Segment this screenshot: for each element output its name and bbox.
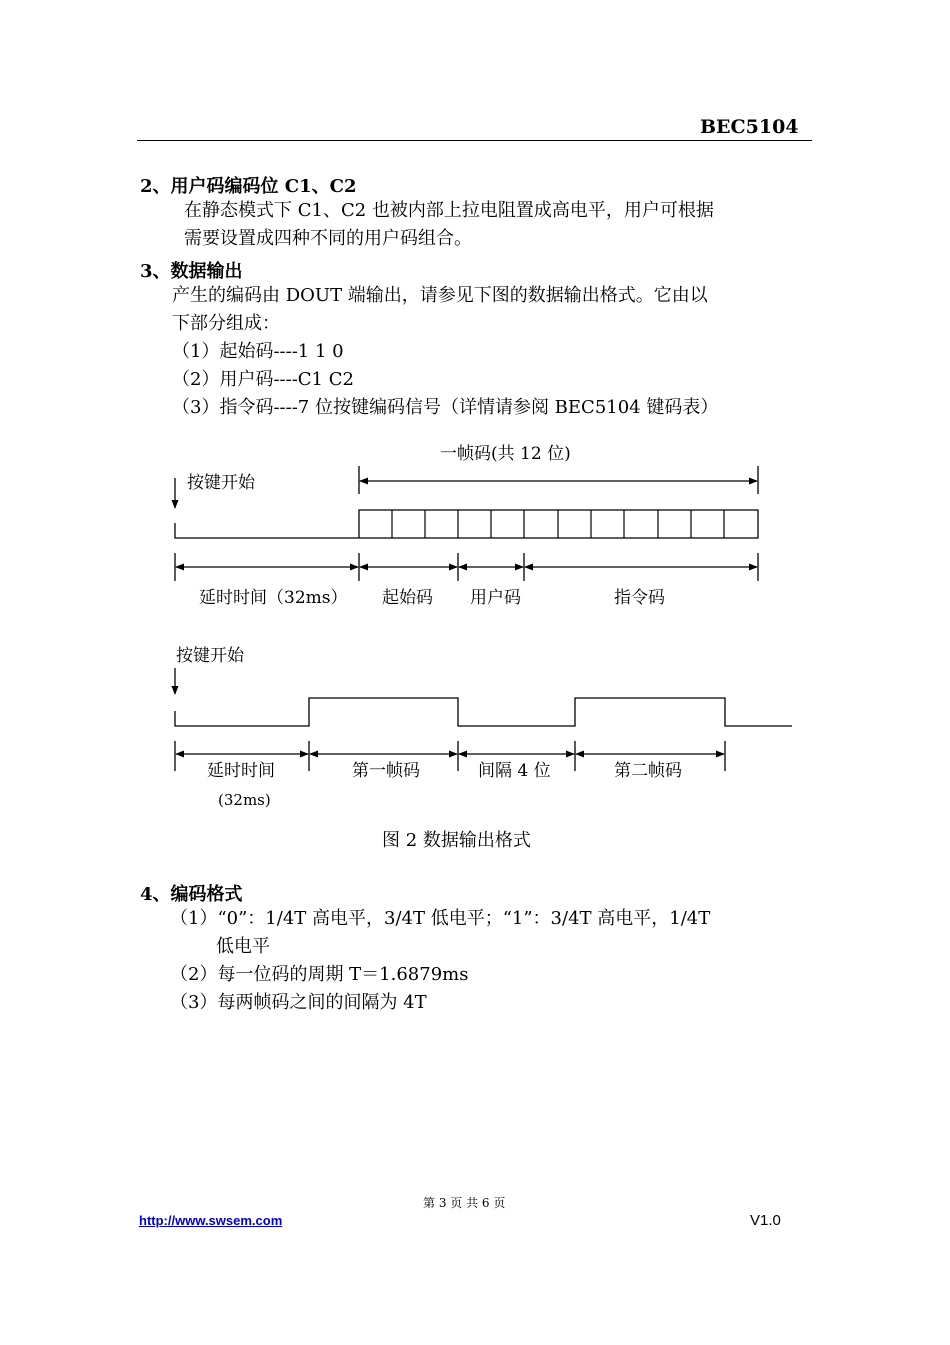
bit-cells: [392, 510, 724, 538]
second-frame-label: 第二帧码: [614, 761, 682, 781]
section2-heading: 2、用户码编码位 C1、C2: [140, 176, 357, 197]
section3-heading: 3、数据输出: [140, 261, 243, 282]
website-link[interactable]: http://www.swsem.com: [139, 1213, 283, 1228]
section4-item-1-cont: 低电平: [216, 936, 270, 957]
frame-label: 一帧码(共 12 位): [440, 444, 571, 464]
section3-item-3: （3）指令码----7 位按键编码信号（详情请参阅 BEC5104 键码表）: [172, 397, 719, 418]
page-number: 第 3 页 共 6 页: [423, 1196, 506, 1210]
first-frame-label: 第一帧码: [352, 761, 420, 781]
delay-label-2: 延时时间: [207, 761, 275, 781]
section3-item-1: （1）起始码----1 1 0: [172, 341, 344, 362]
interval-label: 间隔 4 位: [478, 761, 551, 781]
section4-item-1: （1）“0”：1/4T 高电平，3/4T 低电平；“1”：3/4T 高电平，1/4T: [170, 908, 711, 929]
version-label: V1.0: [750, 1212, 781, 1229]
signal-waveform-2: [175, 698, 792, 726]
user-code-label: 用户码: [470, 588, 521, 608]
document-header-title: BEC5104: [700, 116, 799, 138]
section4-heading: 4、编码格式: [140, 884, 243, 905]
section2-line-1: 在静态模式下 C1、C2 也被内部上拉电阻置成高电平，用户可根据: [184, 200, 714, 221]
figure-caption: 图 2 数据输出格式: [382, 830, 531, 851]
section3-line-2: 下部分组成：: [172, 313, 280, 334]
key-start-label-1: 按键开始: [187, 473, 255, 493]
delay-note: (32ms): [218, 791, 271, 809]
section3-item-2: （2）用户码----C1 C2: [172, 369, 354, 390]
section2-line-2: 需要设置成四种不同的用户码组合。: [184, 228, 472, 249]
section4-item-3: （3）每两帧码之间的间隔为 4T: [170, 992, 427, 1013]
signal-waveform-1: [175, 510, 758, 538]
section4-item-2: （2）每一位码的周期 T＝1.6879ms: [170, 964, 469, 985]
start-code-label: 起始码: [382, 588, 433, 608]
section3-line-1: 产生的编码由 DOUT 端输出，请参见下图的数据输出格式。它由以: [172, 285, 708, 306]
delay-label-1: 延时时间（32ms）: [199, 588, 348, 608]
key-start-label-2: 按键开始: [176, 646, 244, 666]
command-code-label: 指令码: [614, 588, 665, 608]
